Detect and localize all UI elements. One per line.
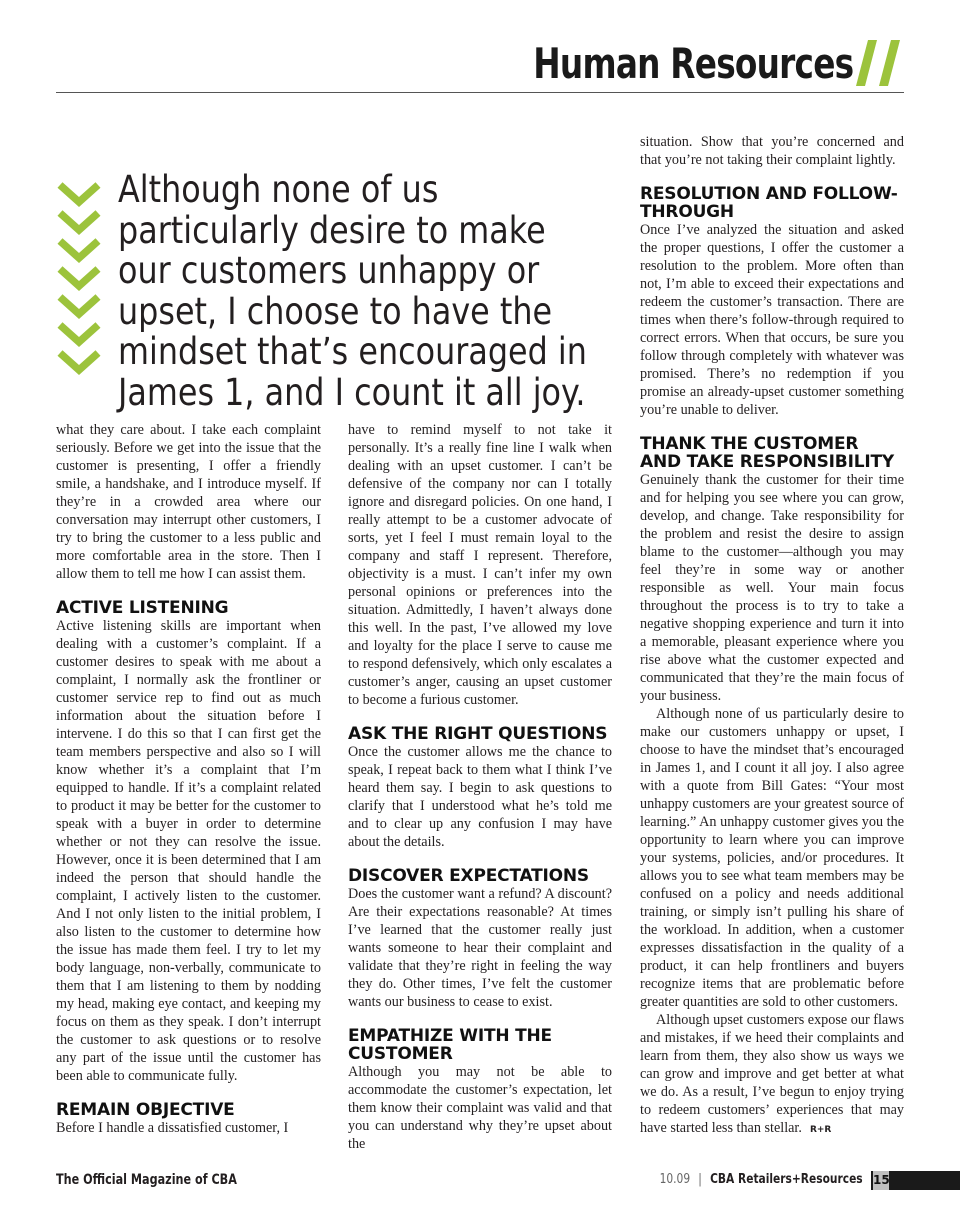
magazine-name: CBA Retailers+Resources: [710, 1172, 863, 1187]
chevron-down-icon: [56, 180, 102, 390]
page-number: 15: [873, 1171, 889, 1190]
closing-paragraph-text: Although upset customers expose our flaws and mistakes, if we heed their complaints and learn from them, they also show us ways we can grow and improve and get better at what we do. As a result, I’ve begun to enjoy trying to redeem customers’ experiences that may have started less than stellar.: [640, 1012, 904, 1136]
paragraph: [640, 1011, 904, 1139]
section-heading-active-listening: ACTIVE LISTENING: [56, 598, 229, 618]
paragraph: Genuinely thank the customer for their time and for helping you see where you can grow, develop, and change. Take responsibility for the problem and resist the desire to assign blame to the customer—although you may feel they’re in some way or another responsible as well. Your main focus throughout the process is to try to take a negative shopping experience and turn it into a memorable, pleasant experience where you rise above what the customer expected and communicated that they’re the main focus of your business.: [640, 472, 904, 704]
article-column-3: [640, 133, 904, 1139]
section-heading-remain-objective: REMAIN OBJECTIVE: [56, 1100, 235, 1120]
pull-quote: [56, 168, 626, 414]
article-column-1: [56, 421, 321, 1137]
section-heading-thank-customer: THANK THE CUSTOMER AND TAKE RESPONSIBILITY: [640, 434, 894, 472]
section-heading-resolution: RESOLUTION AND FOLLOW-THROUGH: [640, 184, 898, 222]
paragraph: Does the customer want a refund? A discount? Are their expectations reasonable? At times I’ve learned that the customer really just wants someone to hear their complaint and validate that they’re right in feeling the way they do. Other times, I’ve felt the customer wants our business to cease to exist.: [348, 886, 612, 1010]
paragraph: Before I handle a dissatisfied customer, I: [56, 1120, 289, 1136]
end-mark: R+R: [809, 1125, 832, 1135]
section-heading-empathize: EMPATHIZE WITH THE CUSTOMER: [348, 1026, 552, 1064]
section-heading-discover-expectations: DISCOVER EXPECTATIONS: [348, 866, 589, 886]
paragraph: what they care about. I take each complaint seriously. Before we get into the issue that the customer is presenting, I offer a friendly smile, a handshake, and I introduce myself. If they’re in a crowded area where our conversation may interrupt other customers, I try to bring the customer to a less public and more comfortable area in the store. Then I allow them to tell me how I can assist them.: [56, 422, 321, 582]
paragraph: Once the customer allows me the chance to speak, I repeat back to them what I think I’ve heard them say. I begin to ask questions to clarify that I understood what he’s told me and to clear up any confusion I may have about the details.: [348, 744, 612, 850]
issue-date: 10.09: [659, 1172, 691, 1187]
pull-quote-text: Although none of us particularly desire to make our customers unhappy or upset, I choose to have the mindset that’s encouraged in James 1, and I count it all joy.: [118, 168, 587, 414]
paragraph: situation. Show that you’re concerned and that you’re not taking their complaint lightly.: [640, 134, 904, 168]
section-title: Human Resources: [532, 39, 853, 88]
double-slash-icon: [854, 40, 904, 86]
paragraph: Once I’ve analyzed the situation and asked the proper questions, I offer the customer a resolution to the problem. More often than not, I’m able to exceed their expectations and redeem the customer’s transaction. There are times when there’s follow-through required to correct errors. When that occurs, be sure you follow through completely with whatever was promised. There’s no redemption if you promise an already-upset customer something you’re unable to deliver.: [640, 222, 904, 418]
footer-issue-info: [660, 1170, 863, 1190]
section-heading-ask-questions: ASK THE RIGHT QUESTIONS: [348, 724, 608, 744]
article-column-2: [348, 421, 612, 1153]
paragraph: Although none of us particularly desire to make our customers unhappy or upset, I choose to have the mindset that’s encouraged in James 1, and I count it all joy. I also agree with a quote from Bill Gates: “Your most unhappy customers are your greatest source of learning.” An unhappy customer gives you the opportunity to learn where you can improve your systems, policies, and/or procedures. It allows you to see what team members may be confused on a policy and needs additional training, or simply isn’t pulling his share of the workload. In addition, when a customer expresses dissatisfaction in the quality of a product, it can help frontliners and buyers recognize items that are problematic before greater quantities are sold to other customers.: [640, 706, 904, 1010]
paragraph: Although you may not be able to accommodate the customer’s expectation, let them know their complaint was valid and that you can understand why they’re upset about the: [348, 1064, 612, 1152]
magazine-tagline: The Official Magazine of CBA: [56, 1172, 237, 1188]
footer-separator: |: [698, 1172, 703, 1187]
header-divider: [56, 92, 904, 93]
paragraph: Active listening skills are important when dealing with a customer’s complaint. If a customer desires to speak with me about a complaint, I normally ask the frontliner or customer service rep to find out as much information about the situation before I intervene. I do this so that I can first get the team members perspective and also so I will know whether it’s a complaint that I’m equipped to handle. If it’s a complaint related to product it may be better for the customer to speak with a buyer in order to determine whether or not they can resolve the issue. However, once it is been determined that I am indeed the person that should handle the complaint, I actively listen to the customer. And I not only listen to the initial problem, I also listen to the customer to determine how the issue has made them feel. I try to let my body language, non-verbally, communicate to them that I am listening to them by nodding my head, making eye contact, and keeping my focus on them as they speak. I don’t interrupt the customer to ask questions or to resolve any part of the issue until the customer has been able to communicate fully.: [56, 618, 321, 1084]
paragraph: have to remind myself to not take it personally. It’s a really fine line I walk when dealing with an upset customer. I can’t be defensive of the company nor can I totally ignore and disregard policies. On one hand, I really attempt to be a customer advocate of sorts, yet I feel I must remain loyal to the company and staff I represent. Therefore, objectivity is a must. I can’t infer my own personal opinions or preferences into the situation. Admittedly, I haven’t always done this well. In the past, I’ve allowed my love and loyalty for the place I serve to cause me to respond defensively, which only escalates a customer’s anger, causing an upset customer to become a furious customer.: [348, 422, 612, 708]
